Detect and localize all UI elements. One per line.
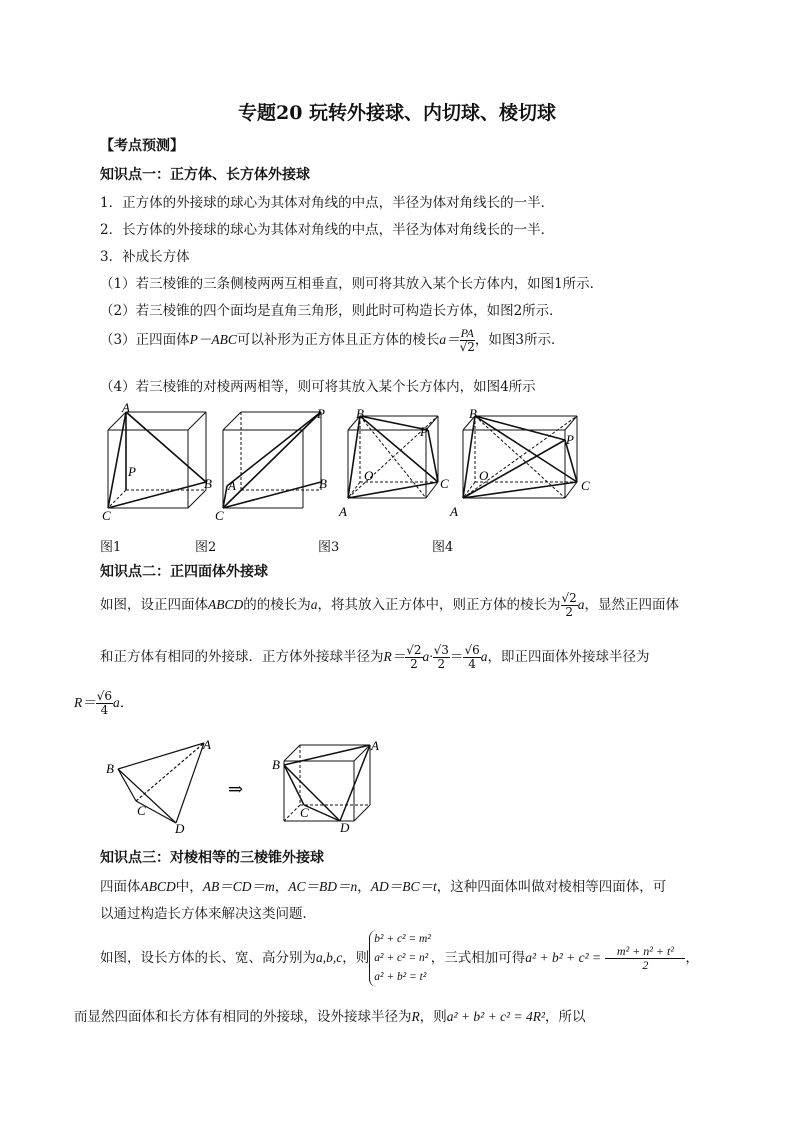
kp2-line-1	[100, 592, 679, 619]
f4-label-o: O	[479, 468, 489, 483]
t2-label-a: A	[371, 738, 379, 753]
f2-label-c: C	[215, 508, 224, 523]
frac-denominator: 4	[100, 703, 109, 717]
section-tag: 【考点预测】	[100, 138, 184, 154]
tetrahedron-figures	[100, 735, 390, 835]
kp2-line-2	[100, 644, 649, 671]
t2-label-c: C	[300, 805, 309, 820]
kp3-eq-1: AB＝CD＝m	[202, 879, 275, 894]
kp3-line-3	[100, 930, 699, 987]
page-title: 专题20 玩转外接球、内切球、棱切球	[237, 102, 557, 124]
frac-numerator: PA	[460, 326, 474, 340]
kp1-sub-4: （4）若三棱锥的对棱两两相等，则可将其放入某个长方体内，如图4所示	[100, 379, 536, 395]
f4-label-c: C	[581, 478, 590, 493]
system-eq-1: b² + c² = m²	[374, 933, 431, 945]
sub3-fraction	[460, 327, 475, 354]
kp3-l1-post: ，这种四面体叫做对棱相等四面体，可	[436, 879, 667, 895]
kp3-line-4	[74, 1005, 586, 1025]
kp1-sub-2: （2）若三棱锥的四个面均是直角三角形，则此时可构造长方体，如图2所示．	[100, 303, 563, 319]
t2-label-b: B	[272, 757, 280, 772]
figure-4	[463, 416, 577, 498]
f2-label-b: B	[319, 476, 327, 491]
frac-denominator: 2	[437, 657, 446, 671]
system-eq-3: a² + b² = t²	[374, 971, 427, 983]
frac-numerator: m² + n² + t²	[605, 945, 685, 959]
frac-denominator: 2	[642, 958, 649, 972]
frac-numerator: √6	[464, 643, 480, 657]
kp3-l3-eq: a² + b² + c² =	[525, 950, 602, 965]
kp3-l4-post: ，所以	[545, 1009, 586, 1025]
kp3-l4-r: R	[411, 1009, 420, 1024]
kp2-l3-post: a．	[113, 695, 134, 710]
kp2-l1-post: ，显然正四面体	[584, 597, 680, 613]
implies-arrow: ⇒	[228, 779, 244, 799]
kp2-l1-mid2: ，将其放入正方体中，则正方体的棱长为	[317, 597, 561, 613]
kp3-heading: 知识点三：对棱相等的三棱锥外接球	[100, 850, 324, 866]
kp3-l3-post: ，	[685, 950, 699, 966]
cuboid-figures	[98, 400, 638, 530]
sub3-pre: （3）正四面体	[100, 332, 190, 348]
f2-label-a: A	[228, 478, 236, 493]
f4-label-b: B	[469, 406, 477, 421]
frac-numerator: √3	[433, 643, 449, 657]
kp1-item-1: 1．正方体的外接球的球心为其体对角线的中点，半径为体对角线长的一半．	[100, 195, 555, 211]
t1-label-c: C	[137, 803, 146, 818]
kp2-l3-r: R＝	[74, 695, 96, 710]
kp3-eq-3: AD＝BC＝t	[370, 879, 437, 894]
frac-numerator: √2	[561, 591, 577, 605]
kp3-l4-pre: 而显然四面体和长方体有相同的外接球，设外接球半径为	[74, 1009, 412, 1025]
kp1-item-3: 3．补成长方体	[100, 249, 190, 265]
kp2-frac-1	[405, 644, 422, 671]
kp2-heading: 知识点二：正四面体外接球	[100, 564, 268, 580]
figure-1	[108, 412, 206, 508]
kp2-l1-var: ABCD	[208, 597, 244, 612]
sub3-mid: 可以补形为正方体且正方体的棱长	[236, 332, 440, 348]
kp2-l2-a: a	[480, 649, 488, 664]
kp2-l2-eq: ＝	[449, 649, 464, 665]
f3-label-p: P	[420, 424, 428, 439]
frac-numerator: √2	[406, 643, 422, 657]
kp2-l1-fraction	[561, 592, 578, 619]
kp2-l2-r: R＝	[383, 649, 406, 664]
kp3-eq-2: AC＝BD＝n	[288, 879, 358, 894]
kp1-item-2: 2．长方体的外接球的球心为其体对角线的中点，半径为体对角线长的一半．	[100, 222, 555, 238]
kp3-line-2: 以通过构造长方体来解决这类问题．	[100, 906, 316, 922]
f1-label-p: P	[128, 464, 136, 479]
frac-numerator: √6	[96, 689, 113, 703]
kp3-l3-pre: 如图，设长方体的长、宽、高分别为	[100, 950, 316, 966]
equation-system	[369, 930, 431, 987]
caption-fig4: 图4	[432, 540, 454, 555]
f1-label-a: A	[122, 400, 130, 415]
caption-fig2: 图2	[195, 540, 217, 555]
kp3-line-1: 四面体ABCD中，AB＝CD＝m，AC＝BD＝n，AD＝BC＝t，这种四面体叫做对棱相等四面体，可	[100, 879, 667, 895]
kp2-frac-2	[433, 644, 450, 671]
tetrahedron-in-cube	[284, 745, 370, 821]
kp1-sub-1: （1）若三棱锥的三条侧棱两两互相垂直，则可将其放入某个长方体内，如图1所示．	[100, 276, 604, 292]
t1-label-d: D	[175, 821, 185, 835]
caption-fig3: 图3	[318, 540, 340, 555]
t1-label-a: A	[203, 737, 211, 752]
caption-fig1: 图1	[100, 540, 122, 555]
kp2-l1-a2: a	[577, 597, 585, 612]
system-eq-2: a² + c² = n²	[374, 952, 429, 964]
sub3-a: a＝	[439, 332, 460, 347]
kp2-l1-mid: 的的棱长为	[243, 597, 311, 613]
kp1-sub-3	[100, 327, 564, 354]
kp1-heading: 知识点一：正方体、长方体外接球	[100, 167, 310, 183]
kp2-frac-3	[463, 644, 480, 671]
kp3-l4-eq: a² + b² + c² = 4R²	[446, 1009, 546, 1024]
kp3-l4-mid: ，则	[419, 1009, 447, 1025]
kp2-l2-pre: 和正方体有相同的外接球．正方体外接球半径为	[100, 649, 384, 665]
kp2-l3-fraction	[96, 690, 113, 717]
frac-denominator: 2	[410, 657, 418, 671]
f2-label-p: P	[317, 406, 325, 421]
sub3-var: P－ABC	[189, 332, 237, 347]
kp3-l3-then: ，则	[342, 950, 370, 966]
kp2-l2-mul: a·	[422, 649, 433, 664]
figure-2	[223, 412, 321, 508]
f1-label-c: C	[102, 508, 111, 523]
kp2-l1-a: a	[310, 597, 318, 612]
f3-label-c: C	[440, 476, 449, 491]
kp3-l3-vars: a,b,c	[316, 950, 343, 965]
f4-label-p: P	[566, 432, 574, 447]
kp3-l1-mid: 中，	[175, 879, 203, 895]
f3-label-a: A	[339, 504, 347, 519]
t1-label-b: B	[106, 761, 114, 776]
tetrahedron	[118, 743, 204, 823]
t2-label-d: D	[340, 820, 350, 835]
frac-denominator: 2	[565, 605, 573, 619]
kp2-line-3	[74, 690, 133, 717]
kp3-l3-mid: ，三式相加可得	[430, 950, 526, 966]
kp2-l1-pre: 如图，设正四面体	[100, 597, 208, 613]
f1-label-b: B	[204, 476, 212, 491]
f3-label-o: O	[364, 468, 374, 483]
sub3-post: ，如图3所示．	[474, 332, 565, 348]
kp3-l1-pre: 四面体	[100, 879, 141, 895]
kp3-l3-fraction	[605, 945, 685, 972]
f4-label-a: A	[450, 504, 458, 519]
frac-denominator: √2	[459, 340, 475, 354]
frac-denominator: 4	[468, 657, 476, 671]
kp2-l2-post: ，即正四面体外接球半径为	[487, 649, 650, 665]
kp3-l1-var: ABCD	[140, 879, 176, 894]
f3-label-b: B	[356, 406, 364, 421]
